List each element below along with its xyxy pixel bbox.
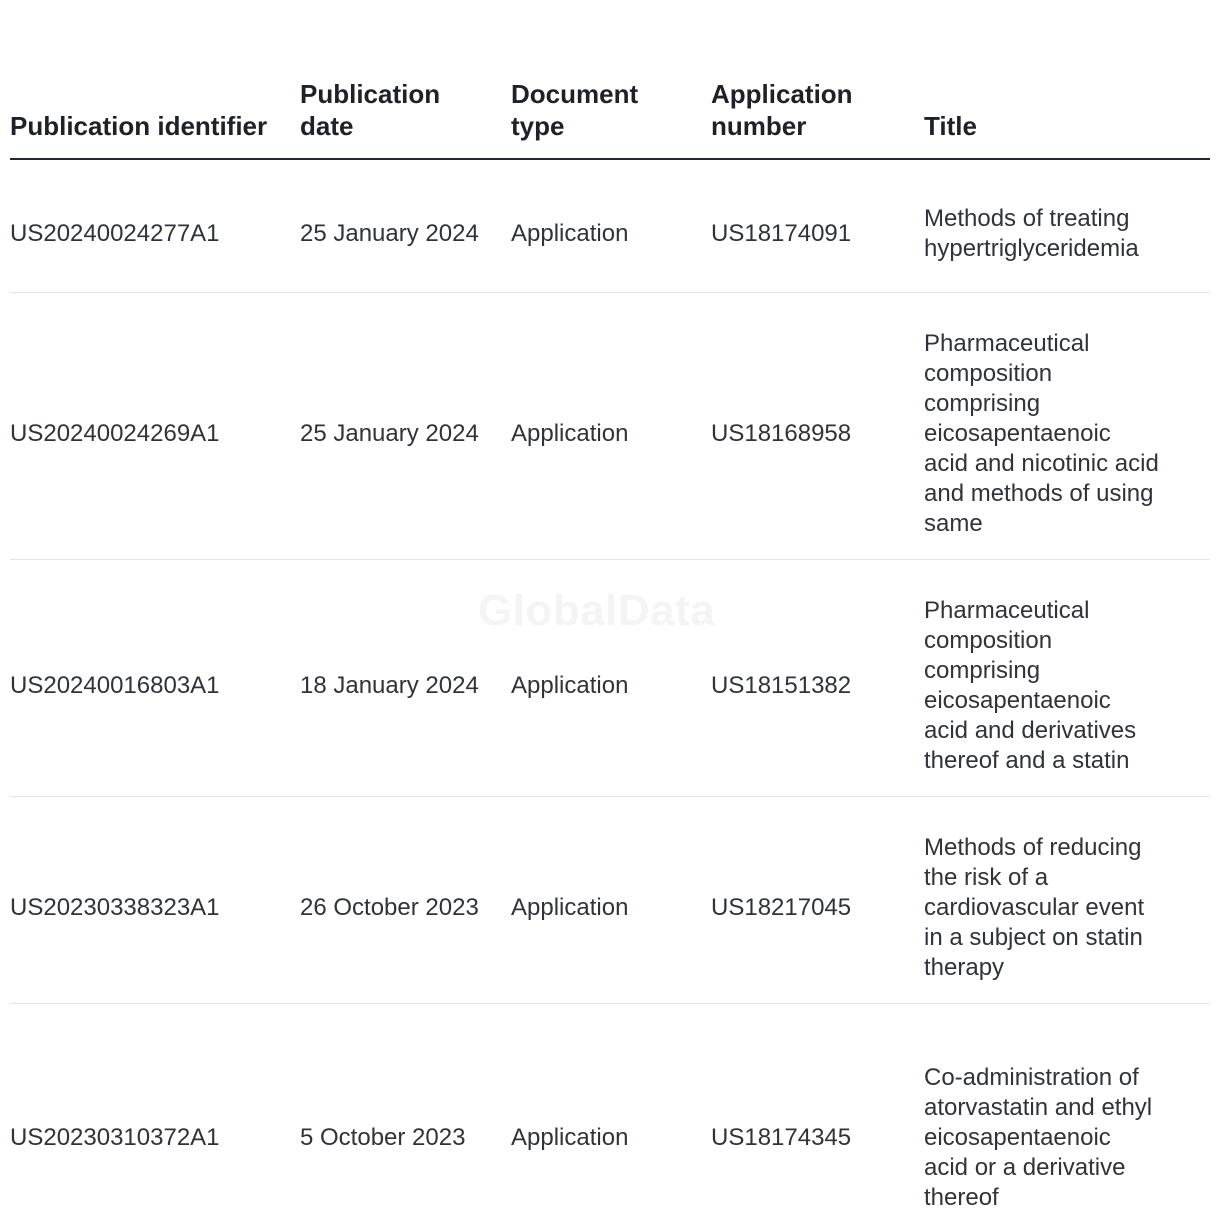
cell-publication-identifier: US20240024277A1 xyxy=(10,159,300,293)
cell-application-number: US18217045 xyxy=(711,797,924,1004)
cell-application-number: US18174345 xyxy=(711,1124,852,1151)
cell-publication-identifier: US20240016803A1 xyxy=(10,560,300,797)
cell-application-number: US18151382 xyxy=(711,560,924,797)
header-title: Title xyxy=(924,62,1210,159)
cell-document-type: Application xyxy=(511,293,711,560)
cell-publication-identifier: US20230310372A1 xyxy=(10,1124,220,1151)
cell-document-type: Application xyxy=(511,797,711,1004)
cell-document-type: Application xyxy=(511,560,711,797)
cell-publication-date: 5 October 2023 xyxy=(300,1124,466,1151)
cell-title: Co-administration of atorvastatin and ethyl eicosapentaenoic acid or a derivative thereof xyxy=(924,1064,1153,1211)
table-row xyxy=(10,560,1210,797)
cell-title: Methods of treating hypertriglyceridemia xyxy=(924,159,1210,293)
cell-publication-date: 25 January 2024 xyxy=(300,293,511,560)
cell-application-number: US18174091 xyxy=(711,159,924,293)
cell-publication-date: 26 October 2023 xyxy=(300,797,511,1004)
cell-document-type: Application xyxy=(511,1124,629,1151)
header-publication-identifier: Publication identifier xyxy=(10,62,300,159)
header-application-number: Application number xyxy=(711,62,924,159)
table-row xyxy=(10,797,1210,1004)
header-publication-date: Publication date xyxy=(300,62,511,159)
cell-document-type: Application xyxy=(511,159,711,293)
patents-table xyxy=(10,62,1210,1220)
header-document-type: Document type xyxy=(511,62,711,159)
table-row xyxy=(10,293,1210,560)
table-header-row xyxy=(10,62,1210,159)
cell-title: Pharmaceutical composition comprising eicosapentaenoic acid and derivatives thereof and a statin xyxy=(924,560,1210,797)
cell-publication-date: 25 January 2024 xyxy=(300,159,511,293)
cell-title: Pharmaceutical composition comprising eicosapentaenoic acid and nicotinic acid and methods of using same xyxy=(924,293,1210,560)
cell-title: Methods of reducing the risk of a cardiovascular event in a subject on statin therapy xyxy=(924,797,1210,1004)
watermark-logo: GlobalData xyxy=(478,586,716,635)
cell-publication-date: 18 January 2024 xyxy=(300,560,511,797)
cell-publication-identifier: US20230338323A1 xyxy=(10,797,300,1004)
table-row xyxy=(10,1004,1210,1220)
cell-publication-identifier: US20240024269A1 xyxy=(10,293,300,560)
table-row xyxy=(10,159,1210,293)
cell-application-number: US18168958 xyxy=(711,293,924,560)
